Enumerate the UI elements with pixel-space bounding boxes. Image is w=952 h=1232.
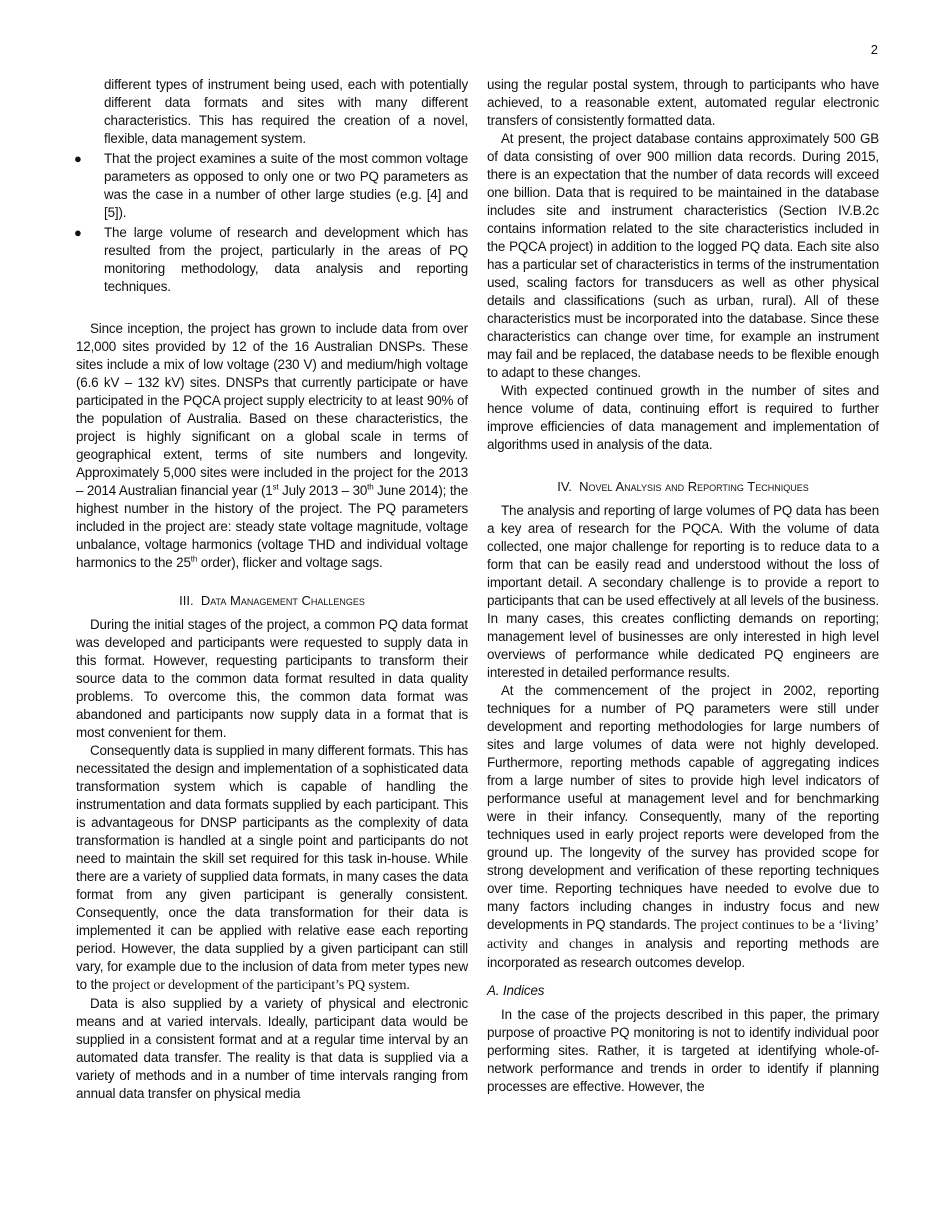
paragraph <box>76 742 468 995</box>
text-span: Since inception, the project has grown to include data from over 12,000 sites provided by 12 of the 16 Australian DNSPs. These sites include a mix of low voltage (230 V) and medium/high voltage (6.6 kV – 132 kV) sites. DNSPs that currently participate or have participated in the PQCA project supply electricity to at least 90% of the population of Australia. Based on these characteristics, the project is highly significant on a global scale in terms of geographical extent, terms of site numbers and longevity. Approximately 5,000 sites were included in the project for the 2013 – 2014 Australian financial year (1 <box>76 321 468 498</box>
paragraph: With expected continued growth in the number of sites and hence volume of data, continuing effort is required to further improve efficiencies of data management and implementation of algorithms used in analysis of the data. <box>487 383 879 452</box>
section-numeral: IV. <box>557 479 572 494</box>
text-span: project or development of the participant’s PQ system. <box>112 978 410 993</box>
paragraph: During the initial stages of the project, a common PQ data format was developed and participants were requested to supply data in this format. However, requesting participants to transform their source data to the common data format resulted in data quality problems. To overcome this, the common data format was abandoned and participants now supply data in a format that is most convenient for them. <box>76 617 468 740</box>
page-number: 2 <box>870 42 878 57</box>
left-column <box>76 76 468 1103</box>
section-title: Data Management Challenges <box>200 593 365 608</box>
right-column <box>487 76 879 1096</box>
text-span: analysis and reporting methods are incorporated as research outcomes develop. <box>487 936 879 970</box>
superscript: st <box>272 482 279 492</box>
paragraph: The analysis and reporting of large volumes of PQ data has been a key area of research for the PQCA. With the volume of data collected, one major challenge for reporting is to reduce data to a form that can be easily read and understood without the loss of important detail. A secondary challenge is to provide a report to participants that can be used effectively at all levels of the business. In many cases, this creates conflicting demands on reporting; management level of businesses are only interested in high level overviews of performance while dedicated PQ engineers are interested in detailed performance results. <box>487 503 879 680</box>
section-title: Novel Analysis and Reporting Techniques <box>579 479 809 494</box>
paragraph: Data is also supplied by a variety of physical and electronic means and at varied intervals. Ideally, participant data would be supplied in a consistent format and at a regular time interval by an automated data transfer. The reality is that data is supplied via a variety of methods and in a number of time intervals ranging from annual data transfer on physical media <box>76 996 468 1101</box>
superscript: th <box>190 554 198 564</box>
text-span: July 2013 – 30 <box>278 483 368 498</box>
text-span: At the commencement of the project in 2002, reporting techniques for a number of PQ parameters were still under development and reporting methodologies for large numbers of sites and large volumes of data were not highly developed. Furthermore, reporting methods capable of aggregating indices from a large number of sites to provide high level indicators of performance useful at management level and for benchmarking were in their infancy. Consequently, many of the reporting techniques used in early project reports were developed from the ground up. The longevity of the survey has provided scope for strong development and verification of these reporting techniques over time. Reporting techniques have needed to evolve due to many factors including changes in industry focus and new developments in PQ standards. The <box>487 683 879 932</box>
bullet-text: That the project examines a suite of the most common voltage parameters as opposed to only one or two PQ parameters as was the case in a number of other large studies (e.g. [4] and [5]). <box>104 151 468 220</box>
section-heading-iv <box>487 478 879 496</box>
paragraph-continuation: using the regular postal system, through to participants who have achieved, to a reasonable extent, automated regular electronic transfers of consistently formatted data. <box>487 77 879 128</box>
bullet-list <box>76 150 468 296</box>
bullet-icon: ● <box>74 151 82 166</box>
inception-paragraph <box>76 320 468 572</box>
paragraph: At present, the project database contains approximately 500 GB of data consisting of over 900 million data records. During 2015, there is an expectation that the number of data records will exceed one billion. Data that is required to be maintained in the database includes site and instrument characteristics (Section IV.B.2c contains information related to the site characteristics included in the PQCA project) in addition to the logged PQ data. Each site also has a particular set of characteristics in terms of the instrumentation used, scaling factors for transducers as well as other physical details and classifications (such as urban, rural). All of these characteristics must be incorporated into the database. Since these characteristics can change over time, for example an instrument may fail and be replaced, the database needs to be flexible enough to adapt to these changes. <box>487 131 879 380</box>
paragraph: In the case of the projects described in this paper, the primary purpose of proactive PQ monitoring is not to identify individual poor performing sites. Rather, it is targeted at identifying whole-of-network performance and trends in order to identify if planning processes are effective. However, the <box>487 1007 879 1094</box>
subsection-heading-indices: A. Indices <box>487 983 545 998</box>
paragraph <box>487 682 879 972</box>
section-heading-iii <box>76 592 468 610</box>
bullet-continuation: different types of instrument being used, each with potentially different data formats and sites with many different characteristics. This has required the creation of a novel, flexible, data management system. <box>104 77 468 146</box>
bullet-item <box>76 150 468 222</box>
text-span: project continues to be a ‘living’ activity and changes in <box>487 918 879 952</box>
section-numeral: III. <box>179 593 194 608</box>
bullet-text: The large volume of research and development which has resulted from the project, particularly in the areas of PQ monitoring methodology, data analysis and reporting techniques. <box>104 225 468 294</box>
text-span: Consequently data is supplied in many different formats. This has necessitated the design and implementation of a sophisticated data transformation system which is capable of handling the instrumentation and data formats supplied by each participant. This is advantageous for DNSP participants as the complexity of data transformation is handled at a single point and participants do not need to maintain the skill set required for this task in-house. While there are a variety of supplied data formats, in many cases the data format from any given participant is generally consistent. Consequently, once the data transformation for their data is implemented it can be applied with relative ease each reporting period. However, the data supplied by a given participant can still vary, for example due to the inclusion of data from meter types new to the <box>76 743 468 992</box>
bullet-item <box>76 224 468 296</box>
text-span: order), flicker and voltage sags. <box>197 555 383 570</box>
superscript: th <box>367 482 374 492</box>
bullet-icon: ● <box>74 225 82 240</box>
text-span: June 2014); the highest number in the history of the project. The PQ parameters included in the project are: steady state voltage magnitude, voltage unbalance, voltage harmonics (voltage THD and individual voltage harmonics to the 25 <box>76 483 468 570</box>
